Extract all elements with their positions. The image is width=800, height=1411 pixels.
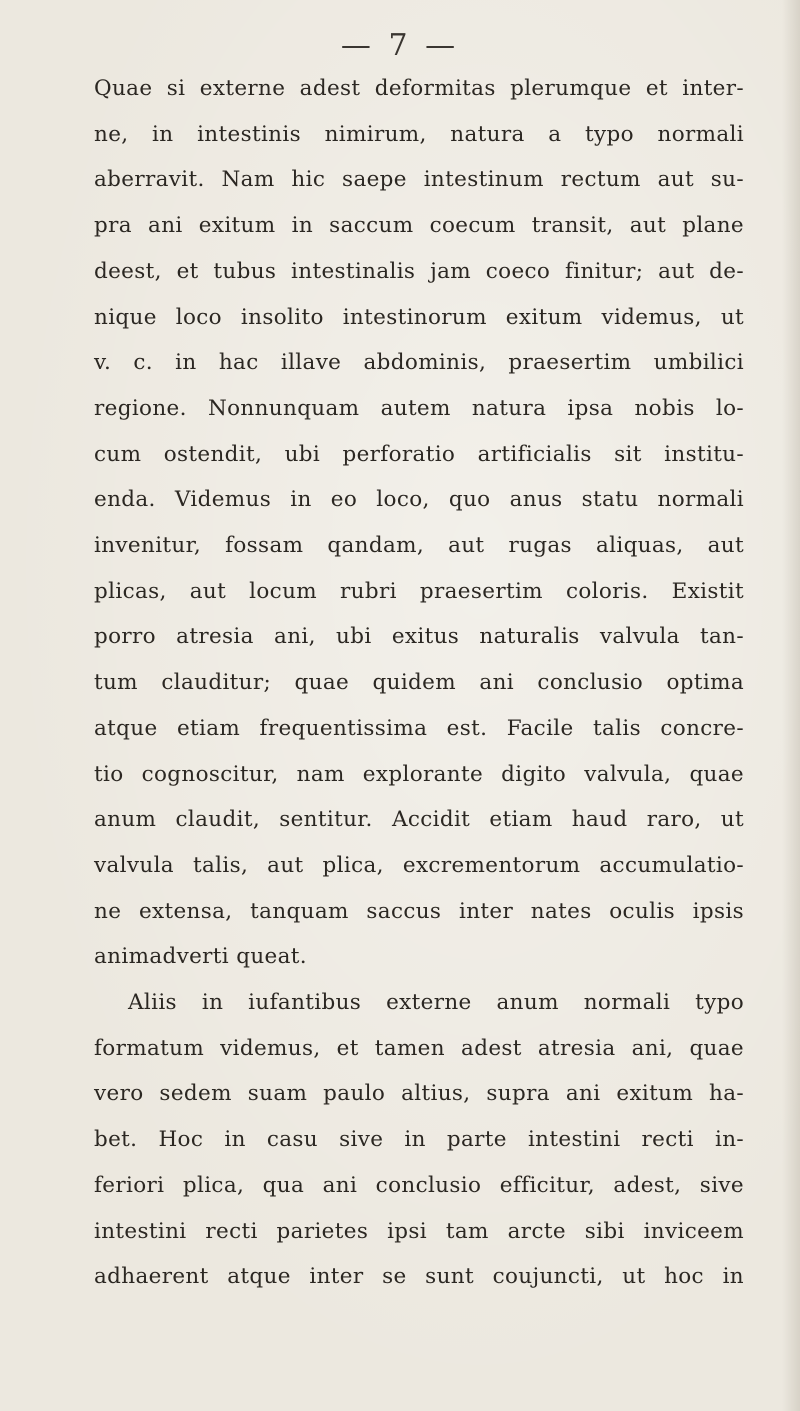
text-line: adhaerent atque inter se sunt coujuncti, ut hoc in xyxy=(94,1264,744,1290)
text-line: ne, in intestinis nimirum, natura a typo normali xyxy=(94,121,744,147)
text-line: anum claudit, sentitur. Accidit etiam haud raro, ut xyxy=(94,807,744,833)
page-body-text xyxy=(94,66,744,1300)
page-number: — 7 — xyxy=(340,28,460,63)
text-line: deest, et tubus intestinalis jam coeco finitur; aut de- xyxy=(94,258,744,284)
text-line: nique loco insolito intestinorum exitum videmus, ut xyxy=(94,304,744,330)
text-line: invenitur, fossam qandam, aut rugas aliquas, aut xyxy=(94,533,744,559)
text-line: feriori plica, qua ani conclusio efficitur, adest, sive xyxy=(94,1172,744,1198)
text-line-paragraph-end: animadverti queat. xyxy=(94,944,307,970)
text-line: vero sedem suam paulo altius, supra ani exitum ha- xyxy=(94,1081,744,1107)
page-edge-shadow xyxy=(782,0,800,1411)
text-line: tum clauditur; quae quidem ani conclusio optima xyxy=(94,670,744,696)
text-line: tio cognoscitur, nam explorante digito valvula, quae xyxy=(94,761,744,787)
text-line: pra ani exitum in saccum coecum transit, aut plane xyxy=(94,213,744,239)
text-line-paragraph-start: Aliis in iufantibus externe anum normali typo xyxy=(128,990,744,1016)
text-line: aberravit. Nam hic saepe intestinum rectum aut su- xyxy=(94,167,744,193)
text-line: formatum videmus, et tamen adest atresia ani, quae xyxy=(94,1035,744,1061)
text-line: Quae si externe adest deformitas plerumque et inter- xyxy=(94,76,744,101)
text-line: bet. Hoc in casu sive in parte intestini recti in- xyxy=(94,1127,744,1153)
text-line: intestini recti parietes ipsi tam arcte sibi inviceem xyxy=(94,1218,744,1244)
text-line: cum ostendit, ubi perforatio artificialis sit institu- xyxy=(94,441,744,467)
text-line: v. c. in hac illave abdominis, praesertim umbilici xyxy=(94,350,744,376)
text-line: porro atresia ani, ubi exitus naturalis valvula tan- xyxy=(94,624,744,650)
text-line: ne extensa, tanquam saccus inter nates oculis ipsis xyxy=(94,898,744,924)
text-line: valvula talis, aut plica, excrementorum accumulatio- xyxy=(94,852,744,878)
text-line: atque etiam frequentissima est. Facile talis concre- xyxy=(94,715,744,741)
text-line: regione. Nonnunquam autem natura ipsa nobis lo- xyxy=(94,395,744,421)
text-line: plicas, aut locum rubri praesertim coloris. Existit xyxy=(94,578,744,604)
text-line: enda. Videmus in eo loco, quo anus statu normali xyxy=(94,487,744,513)
